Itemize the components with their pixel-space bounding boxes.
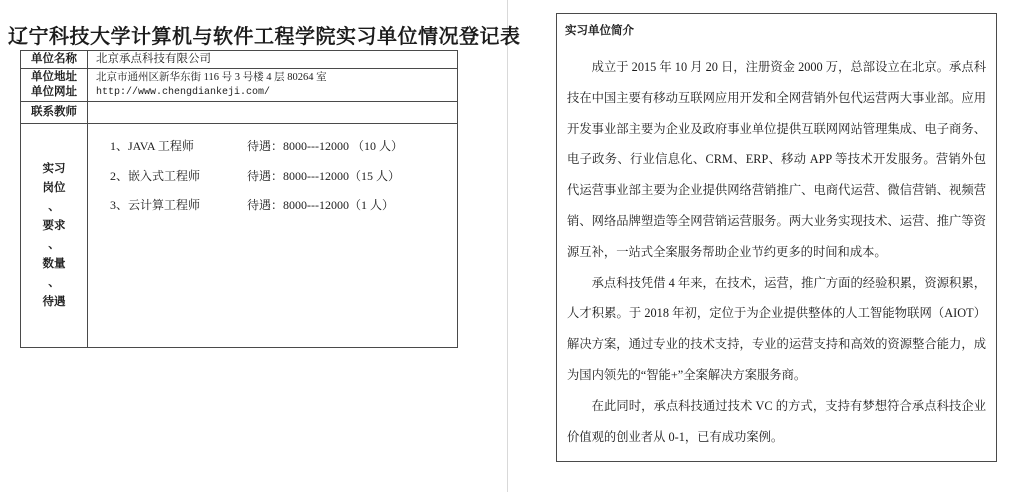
job-row xyxy=(88,161,457,191)
job-title: 3、云计算工程师 xyxy=(110,198,201,213)
address-label: 单位地址 xyxy=(31,71,77,83)
jobs-header-line: 实习 xyxy=(42,162,66,175)
teacher-label: 联系教师 xyxy=(21,102,88,124)
job-title: 2、嵌入式工程师 xyxy=(110,168,201,183)
job-row xyxy=(88,131,457,161)
company-name-cell xyxy=(88,51,457,69)
job-title: 1、JAVA 工程师 xyxy=(110,139,194,154)
address-website-cell xyxy=(88,69,457,102)
job-salary: 待遇：8000---12000（15 人） xyxy=(247,168,400,183)
jobs-header-separator: 、 xyxy=(48,276,60,289)
company-name-value: 北京承点科技有限公司 xyxy=(96,53,211,65)
job-row xyxy=(88,190,457,220)
page-divider xyxy=(507,0,508,492)
intro-heading: 实习单位简介 xyxy=(565,25,634,37)
jobs-header-line: 数量 xyxy=(42,257,66,270)
company-name-label: 单位名称 xyxy=(21,51,88,69)
registration-table xyxy=(20,50,458,348)
teacher-cell xyxy=(88,102,457,124)
jobs-header-line: 岗位 xyxy=(42,181,66,194)
intro-paragraph: 成立于 2015 年 10 月 20 日，注册资金 2000 万，总部设立在北京。承点科技在中国主要有移动互联网应用开发和全网营销外包代运营两大事业部。应用开发事业部主要为企业及政府事业单位提供互联网网站管理集成、电子商务、电子政务、行业信息化、CRM、ERP、移动 APP 等技术开发服务。营销外包代运营事业部主要为企业提供网络营销推广、电商代运营、微信营销、视频营销、网络品牌塑造等全网营销运营服务。两大业务实现技术、运营、推广等资源互补，一站式全案服务帮助企业节约更多的时间和成本。 xyxy=(567,60,986,259)
jobs-list-cell xyxy=(88,124,457,347)
jobs-header-separator: 、 xyxy=(48,238,60,251)
intro-box xyxy=(556,13,997,462)
jobs-header-cell xyxy=(21,124,88,347)
job-salary: 待遇：8000---12000 （10 人） xyxy=(247,139,403,154)
form-title: 辽宁科技大学计算机与软件工程学院实习单位情况登记表 xyxy=(8,26,521,48)
job-salary: 待遇：8000---12000（1 人） xyxy=(247,198,394,213)
intro-paragraph: 在此同时，承点科技通过技术 VC 的方式，支持有梦想符合承点科技企业价值观的创业者从 0-1，已有成功案例。 xyxy=(567,398,986,444)
intro-paragraph: 承点科技凭借 4 年来，在技术，运营，推广方面的经验积累，资源积累，人才积累。于 2018 年初，定位于为企业提供整体的人工智能物联网（AIOT）解决方案，通过专业的技术支持，专业的运营支持和高效的资源整合能力，成为国内领先的“智能+”全案解决方案服务商。 xyxy=(567,275,986,382)
intro-body xyxy=(567,52,986,452)
jobs-header-line: 待遇 xyxy=(42,295,66,308)
address-website-label xyxy=(21,69,88,102)
address-value: 北京市通州区新华东街 116 号 3 号楼 4 层 80264 室 xyxy=(96,71,327,83)
jobs-header-separator: 、 xyxy=(48,200,60,213)
jobs-header-line: 要求 xyxy=(42,219,66,232)
website-label: 单位网址 xyxy=(31,86,77,98)
website-value: http://www.chengdiankeji.com/ xyxy=(96,86,271,98)
